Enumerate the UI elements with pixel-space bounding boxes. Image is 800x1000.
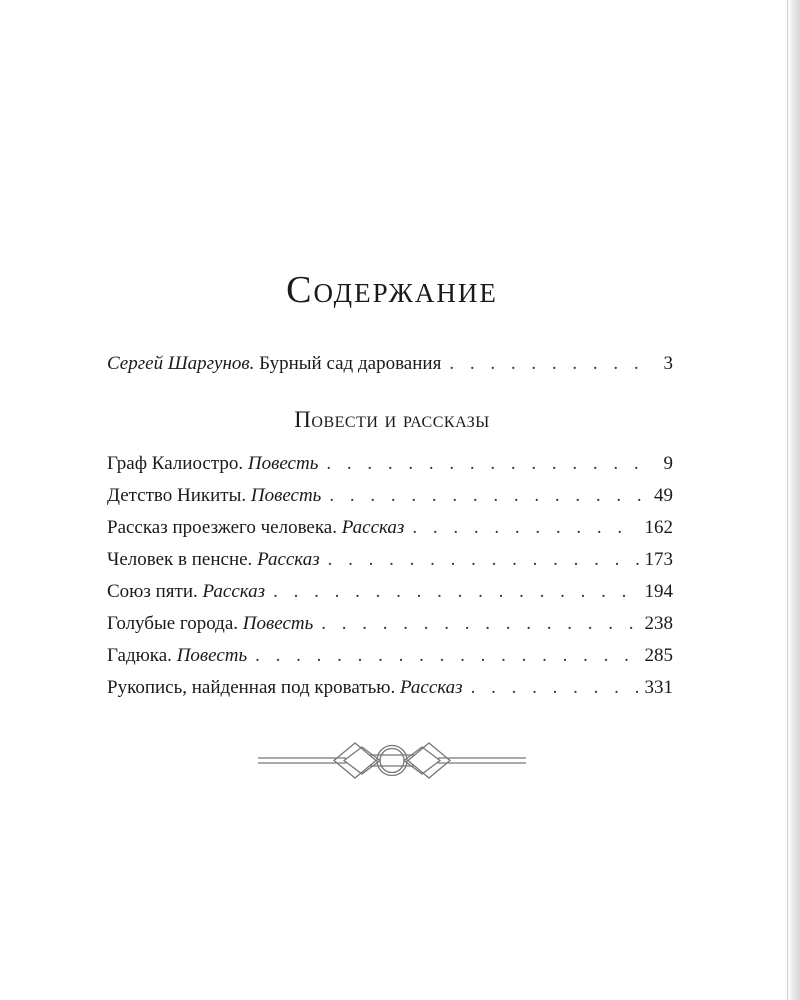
- dot-leader: [328, 549, 639, 571]
- dot-leader: [326, 453, 653, 475]
- toc-entry-text: [107, 613, 313, 635]
- dot-leader: [412, 517, 638, 539]
- toc-entry: [107, 613, 673, 635]
- page-title: Содержание: [286, 269, 498, 311]
- decorative-divider-icon: [258, 741, 526, 783]
- toc-entry-title: Рассказ проезжего человека.: [107, 517, 337, 538]
- toc-entry-title: Человек в пенсне.: [107, 549, 253, 570]
- toc-entry-genre: Рассказ: [400, 677, 463, 698]
- dot-leader: [321, 613, 638, 635]
- toc-page-number: 173: [644, 549, 673, 570]
- toc-entry-text: [107, 581, 265, 603]
- toc-entry-title: Рукопись, найденная под кроватью.: [107, 677, 396, 698]
- toc-page-number: 49: [654, 485, 673, 506]
- dot-leader: [329, 485, 648, 507]
- section-heading: Повести и рассказы: [294, 407, 490, 432]
- toc-entry-title: Бурный сад дарования: [259, 353, 442, 374]
- toc-entry: [107, 517, 673, 539]
- toc-entry: [107, 581, 673, 603]
- toc-entry: [107, 677, 673, 699]
- dot-leader: [449, 353, 653, 375]
- toc-entry-text: [107, 549, 320, 571]
- toc-entry-genre: Рассказ: [257, 549, 320, 570]
- toc-entry-text: [107, 453, 318, 475]
- toc-page-number: 238: [644, 613, 673, 634]
- toc-page-number: 3: [663, 353, 673, 374]
- toc-page-number: 194: [644, 581, 673, 602]
- toc-entry-title: Граф Калиостро.: [107, 453, 244, 474]
- toc-page-number: 331: [644, 677, 673, 698]
- dot-leader: [255, 645, 638, 667]
- toc-entry-title: Гадюка.: [107, 645, 172, 666]
- toc-entry-text: [107, 517, 404, 539]
- toc-entry-text: [107, 353, 441, 375]
- toc-entry-intro: [107, 353, 673, 375]
- toc-entry-author: Сергей Шаргунов.: [107, 353, 255, 374]
- toc-entry-title: Детство Никиты.: [107, 485, 247, 506]
- toc-entry-text: [107, 677, 463, 699]
- toc-entry: [107, 453, 673, 475]
- toc-entry-title: Голубые города.: [107, 613, 239, 634]
- toc-entry: [107, 645, 673, 667]
- toc-entry-genre: Повесть: [247, 453, 319, 474]
- toc-entry-genre: Рассказ: [341, 517, 405, 538]
- toc-entry-text: [107, 645, 247, 667]
- toc-page-number: 9: [663, 453, 673, 474]
- toc-entry: [107, 485, 673, 507]
- toc-entry-title: Союз пяти.: [107, 581, 198, 602]
- toc-entry-text: [107, 485, 321, 507]
- toc-page-number: 162: [644, 517, 673, 538]
- toc-entry-genre: Повесть: [242, 613, 314, 634]
- toc-entry-genre: Повесть: [250, 485, 322, 506]
- toc-entry-genre: Рассказ: [202, 581, 266, 602]
- toc-entry: [107, 549, 673, 571]
- page-edge: [787, 0, 800, 1000]
- dot-leader: [273, 581, 638, 603]
- dot-leader: [471, 677, 639, 699]
- toc-entry-genre: Повесть: [176, 645, 248, 666]
- toc-page-number: 285: [644, 645, 673, 666]
